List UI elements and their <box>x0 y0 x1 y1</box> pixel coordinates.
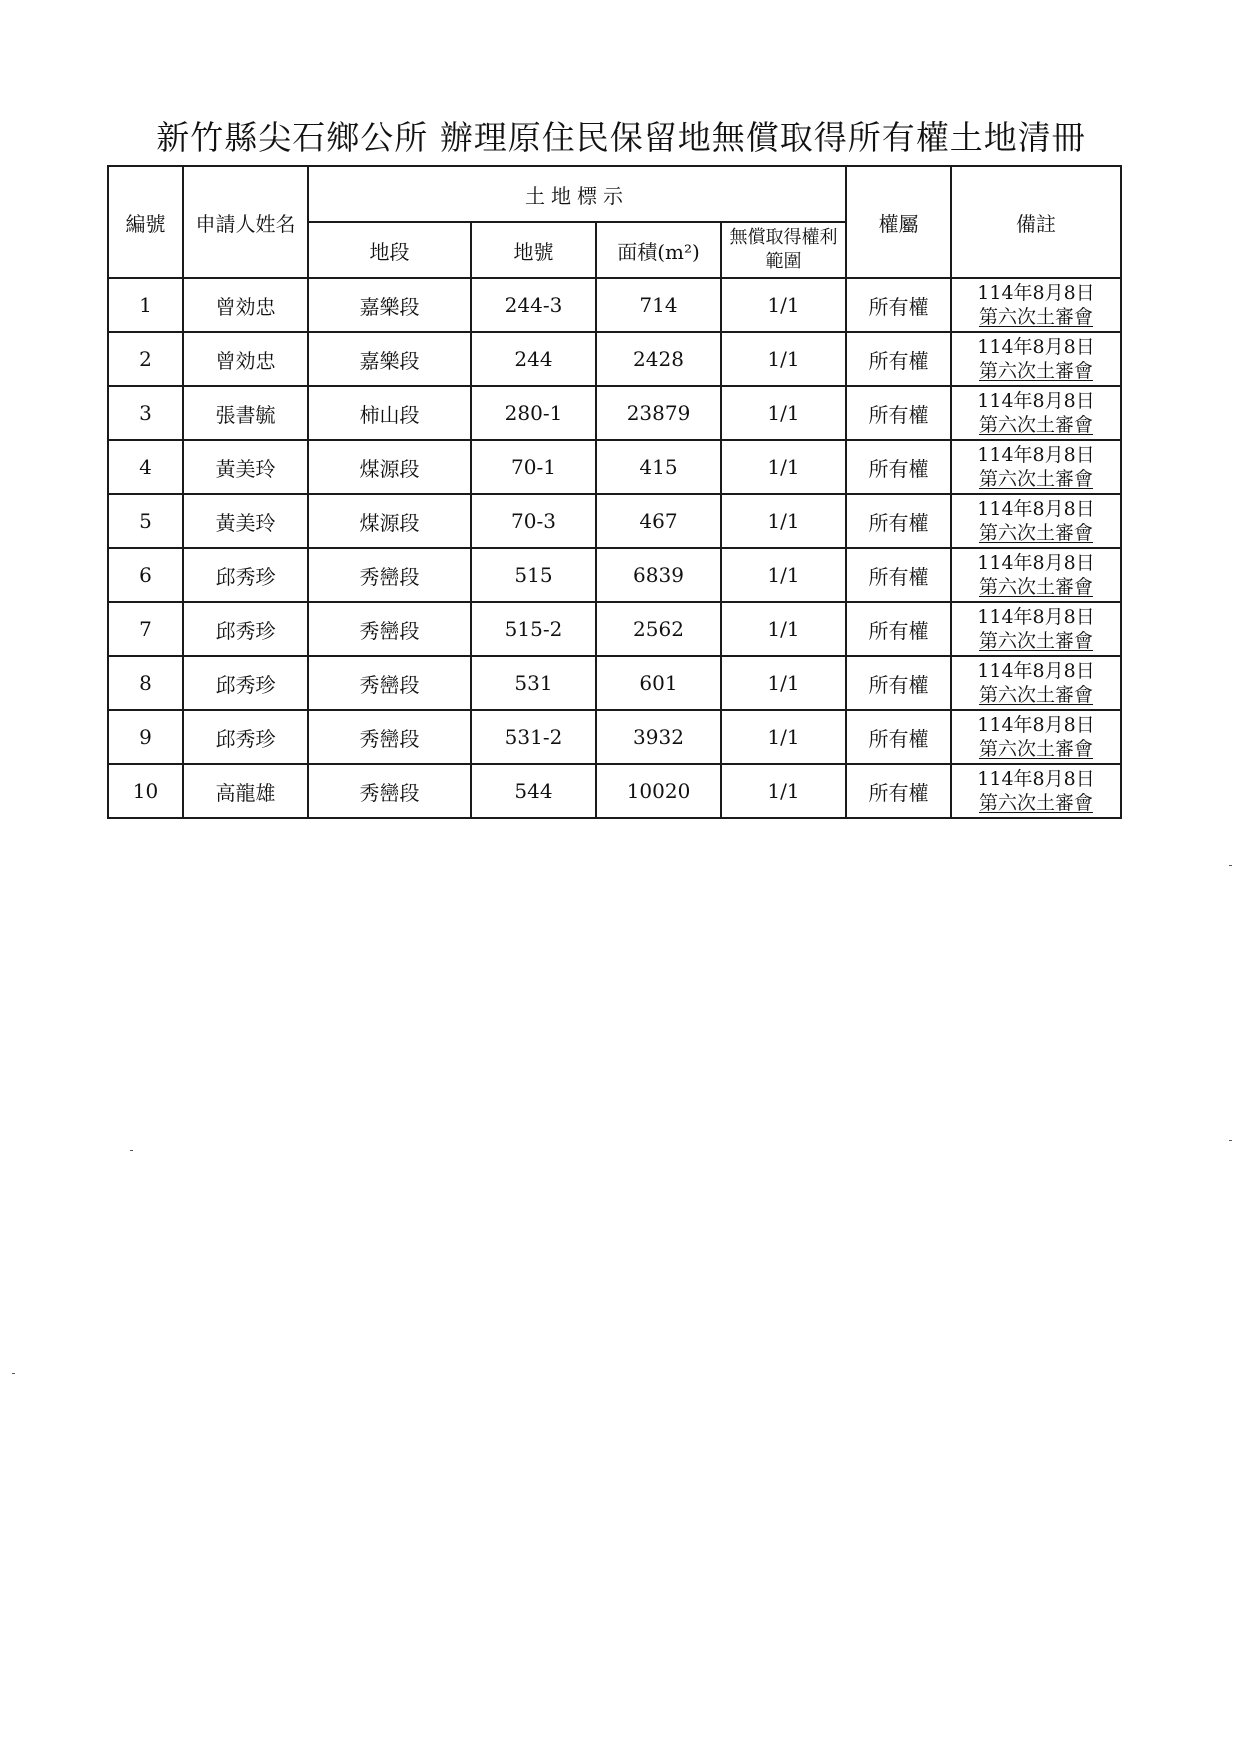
cell-lot: 244 <box>471 332 596 386</box>
cell-lot: 70-3 <box>471 494 596 548</box>
table-row <box>108 710 1121 764</box>
header-scope: 無償取得權利範圍 <box>721 222 846 278</box>
cell-applicant: 高龍雄 <box>183 764 308 818</box>
cell-remark <box>951 278 1121 332</box>
cell-area: 10020 <box>596 764 721 818</box>
cell-remark <box>951 602 1121 656</box>
cell-area: 601 <box>596 656 721 710</box>
header-applicant: 申請人姓名 <box>183 166 308 278</box>
header-right: 權屬 <box>846 166 951 278</box>
cell-no: 5 <box>108 494 183 548</box>
cell-applicant: 邱秀珍 <box>183 548 308 602</box>
scan-speck <box>1229 865 1232 866</box>
cell-section: 秀巒段 <box>308 656 471 710</box>
cell-no: 6 <box>108 548 183 602</box>
cell-lot: 70-1 <box>471 440 596 494</box>
cell-section: 秀巒段 <box>308 548 471 602</box>
remark-meeting: 第六次土審會 <box>978 414 1093 436</box>
cell-right: 所有權 <box>846 656 951 710</box>
table-row <box>108 548 1121 602</box>
cell-remark <box>951 440 1121 494</box>
cell-scope: 1/1 <box>721 440 846 494</box>
cell-lot: 531-2 <box>471 710 596 764</box>
cell-remark <box>951 710 1121 764</box>
cell-applicant: 邱秀珍 <box>183 602 308 656</box>
header-remark: 備註 <box>951 166 1121 278</box>
cell-section: 嘉樂段 <box>308 278 471 332</box>
remark-meeting: 第六次土審會 <box>978 306 1093 328</box>
header-section: 地段 <box>308 222 471 278</box>
cell-lot: 531 <box>471 656 596 710</box>
remark-meeting: 第六次土審會 <box>978 792 1093 814</box>
table-row <box>108 494 1121 548</box>
cell-remark <box>951 764 1121 818</box>
header-land-group: 土地標示 <box>308 166 846 222</box>
remark-date: 114年8月8日 <box>977 336 1095 358</box>
remark-date: 114年8月8日 <box>977 282 1095 304</box>
cell-no: 4 <box>108 440 183 494</box>
cell-area: 3932 <box>596 710 721 764</box>
cell-lot: 544 <box>471 764 596 818</box>
scan-speck <box>12 1373 15 1374</box>
cell-no: 1 <box>108 278 183 332</box>
cell-lot: 244-3 <box>471 278 596 332</box>
cell-applicant: 黃美玲 <box>183 440 308 494</box>
cell-no: 2 <box>108 332 183 386</box>
remark-date: 114年8月8日 <box>977 660 1095 682</box>
header-lot: 地號 <box>471 222 596 278</box>
cell-area: 415 <box>596 440 721 494</box>
cell-scope: 1/1 <box>721 278 846 332</box>
header-no: 編號 <box>108 166 183 278</box>
cell-remark <box>951 332 1121 386</box>
cell-right: 所有權 <box>846 764 951 818</box>
remark-meeting: 第六次土審會 <box>978 576 1093 598</box>
cell-applicant: 邱秀珍 <box>183 656 308 710</box>
cell-scope: 1/1 <box>721 656 846 710</box>
remark-meeting: 第六次土審會 <box>978 630 1093 652</box>
remark-date: 114年8月8日 <box>977 498 1095 520</box>
cell-scope: 1/1 <box>721 332 846 386</box>
table-row <box>108 764 1121 818</box>
cell-section: 秀巒段 <box>308 764 471 818</box>
table-body <box>108 278 1121 818</box>
cell-area: 6839 <box>596 548 721 602</box>
page-title: 新竹縣尖石鄉公所 辦理原住民保留地無償取得所有權土地清冊 <box>156 118 1086 157</box>
cell-remark <box>951 548 1121 602</box>
cell-section: 嘉樂段 <box>308 332 471 386</box>
cell-section: 秀巒段 <box>308 710 471 764</box>
cell-scope: 1/1 <box>721 764 846 818</box>
cell-remark <box>951 656 1121 710</box>
table-row <box>108 278 1121 332</box>
cell-applicant: 邱秀珍 <box>183 710 308 764</box>
cell-no: 7 <box>108 602 183 656</box>
cell-right: 所有權 <box>846 548 951 602</box>
cell-applicant: 曾効忠 <box>183 278 308 332</box>
cell-right: 所有權 <box>846 440 951 494</box>
cell-right: 所有權 <box>846 710 951 764</box>
cell-applicant: 黃美玲 <box>183 494 308 548</box>
header-area: 面積(m²) <box>596 222 721 278</box>
scan-speck <box>130 1150 133 1151</box>
table-header <box>108 166 1121 278</box>
cell-scope: 1/1 <box>721 710 846 764</box>
cell-lot: 280-1 <box>471 386 596 440</box>
cell-no: 9 <box>108 710 183 764</box>
cell-right: 所有權 <box>846 494 951 548</box>
cell-area: 2562 <box>596 602 721 656</box>
cell-section: 秀巒段 <box>308 602 471 656</box>
cell-no: 3 <box>108 386 183 440</box>
cell-area: 467 <box>596 494 721 548</box>
cell-scope: 1/1 <box>721 386 846 440</box>
remark-meeting: 第六次土審會 <box>978 468 1093 490</box>
table-row <box>108 656 1121 710</box>
cell-right: 所有權 <box>846 386 951 440</box>
remark-date: 114年8月8日 <box>977 390 1095 412</box>
cell-scope: 1/1 <box>721 602 846 656</box>
cell-right: 所有權 <box>846 278 951 332</box>
cell-scope: 1/1 <box>721 494 846 548</box>
cell-area: 2428 <box>596 332 721 386</box>
cell-scope: 1/1 <box>721 548 846 602</box>
cell-lot: 515-2 <box>471 602 596 656</box>
cell-area: 714 <box>596 278 721 332</box>
cell-right: 所有權 <box>846 332 951 386</box>
remark-date: 114年8月8日 <box>977 768 1095 790</box>
cell-no: 10 <box>108 764 183 818</box>
scan-speck <box>1229 1140 1232 1141</box>
cell-area: 23879 <box>596 386 721 440</box>
remark-date: 114年8月8日 <box>977 606 1095 628</box>
table-row <box>108 602 1121 656</box>
remark-meeting: 第六次土審會 <box>978 522 1093 544</box>
remark-date: 114年8月8日 <box>977 552 1095 574</box>
table-row <box>108 386 1121 440</box>
cell-remark <box>951 494 1121 548</box>
remark-meeting: 第六次土審會 <box>978 738 1093 760</box>
cell-right: 所有權 <box>846 602 951 656</box>
cell-applicant: 張書毓 <box>183 386 308 440</box>
remark-meeting: 第六次土審會 <box>978 360 1093 382</box>
land-register-table <box>107 165 1122 819</box>
table-row <box>108 332 1121 386</box>
cell-no: 8 <box>108 656 183 710</box>
cell-applicant: 曾効忠 <box>183 332 308 386</box>
table-row <box>108 440 1121 494</box>
cell-remark <box>951 386 1121 440</box>
cell-section: 煤源段 <box>308 440 471 494</box>
remark-date: 114年8月8日 <box>977 444 1095 466</box>
remark-date: 114年8月8日 <box>977 714 1095 736</box>
cell-section: 煤源段 <box>308 494 471 548</box>
cell-lot: 515 <box>471 548 596 602</box>
remark-meeting: 第六次土審會 <box>978 684 1093 706</box>
cell-section: 柿山段 <box>308 386 471 440</box>
